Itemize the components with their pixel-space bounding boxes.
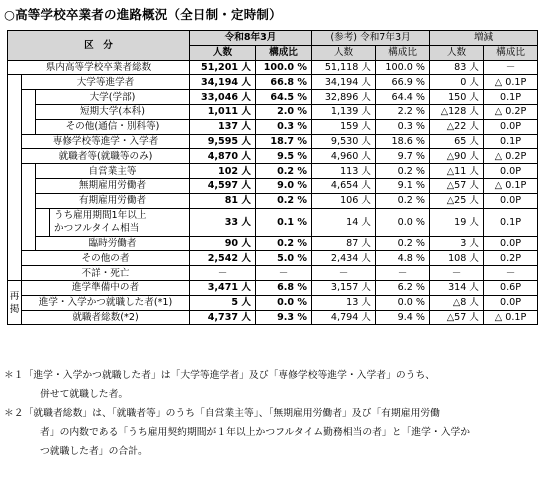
current-ratio: 0.3 % [256, 119, 312, 134]
indent-cell [8, 266, 22, 281]
current-count: － [190, 266, 256, 281]
indent-cell [8, 104, 22, 119]
row-label: 大学(学部) [36, 90, 190, 105]
graduate-status-table [7, 30, 538, 325]
previous-ratio: 4.8 % [376, 251, 430, 266]
table-row [8, 178, 538, 193]
row-label: 県内高等学校卒業者総数 [8, 60, 190, 75]
previous-ratio: 66.9 % [376, 75, 430, 90]
current-ratio: 9.0 % [256, 178, 312, 193]
previous-count: 4,794 人 [312, 310, 376, 325]
table-row [8, 280, 538, 295]
current-ratio: 100.0 % [256, 60, 312, 75]
change-count: 65 人 [430, 134, 484, 149]
indent-cell [22, 90, 36, 105]
current-count: 1,011 人 [190, 104, 256, 119]
current-count: 33,046 人 [190, 90, 256, 105]
page-title: ○高等学校卒業者の進路概況（全日制・定時制） [4, 7, 282, 22]
previous-count: 32,896 人 [312, 90, 376, 105]
row-label: 進学準備中の者 [22, 280, 190, 295]
table-row [8, 60, 538, 75]
change-count: 0 人 [430, 75, 484, 90]
recap-label [8, 280, 22, 324]
change-count: △57 人 [430, 178, 484, 193]
row-label: 就職者総数(*2) [22, 310, 190, 325]
indent-cell [8, 149, 22, 164]
table-row [8, 134, 538, 149]
previous-count: 9,530 人 [312, 134, 376, 149]
row-label: その他(通信・別科等) [36, 119, 190, 134]
change-count: △8 人 [430, 295, 484, 310]
current-ratio: 5.0 % [256, 251, 312, 266]
indent-cell [8, 193, 22, 208]
current-ratio: 0.2 % [256, 164, 312, 179]
current-ratio: 0.0 % [256, 295, 312, 310]
footnote-2-cont-1: 者」の内数である「うち雇用契約期間が１年以上かつフルタイム勤務相当の者」と「進学・入学か [40, 427, 471, 438]
indent-cell [8, 119, 22, 134]
row-label: 専修学校等進学・入学者 [22, 134, 190, 149]
current-count: 90 人 [190, 236, 256, 251]
previous-ratio: 64.4 % [376, 90, 430, 105]
previous-period-header: (参考) 令和7年3月 [312, 31, 430, 46]
indent-cell [22, 104, 36, 119]
table-row [8, 310, 538, 325]
previous-ratio: 9.1 % [376, 178, 430, 193]
current-count: 9,595 人 [190, 134, 256, 149]
indent-cell [22, 236, 36, 251]
current-count: 3,471 人 [190, 280, 256, 295]
change-ratio: △ 0.2P [484, 149, 538, 164]
row-label: 就職者等(就職等のみ) [22, 149, 190, 164]
row-label: 無期雇用労働者 [36, 178, 190, 193]
change-ratio: － [484, 266, 538, 281]
current-ratio: － [256, 266, 312, 281]
change-ratio: 0.0P [484, 295, 538, 310]
previous-ratio: 9.7 % [376, 149, 430, 164]
previous-people-header: 人数 [312, 45, 376, 60]
current-ratio: 9.5 % [256, 149, 312, 164]
indent-cell [8, 134, 22, 149]
footnote-1: ＊１「進学・入学かつ就職した者」は「大学等進学者」及び「専修学校等進学・入学者」のうち、 [4, 370, 436, 381]
change-ratio: 0.6P [484, 280, 538, 295]
previous-ratio: 100.0 % [376, 60, 430, 75]
row-label [50, 208, 190, 236]
table-row [8, 164, 538, 179]
change-people-header: 人数 [430, 45, 484, 60]
previous-ratio: 18.6 % [376, 134, 430, 149]
current-people-header: 人数 [190, 45, 256, 60]
previous-ratio: － [376, 266, 430, 281]
indent-cell [8, 236, 22, 251]
row-label: 短期大学(本科) [36, 104, 190, 119]
current-ratio: 6.8 % [256, 280, 312, 295]
indent-cell [22, 119, 36, 134]
previous-count: 159 人 [312, 119, 376, 134]
previous-ratio: 0.3 % [376, 119, 430, 134]
category-header: 区 分 [8, 31, 190, 61]
change-count: － [430, 266, 484, 281]
change-ratio: 0.2P [484, 251, 538, 266]
change-count: △128 人 [430, 104, 484, 119]
indent-cell [8, 75, 22, 90]
row-label: 自営業主等 [36, 164, 190, 179]
indent-cell [22, 164, 36, 179]
change-ratio: △ 0.1P [484, 75, 538, 90]
change-count: 314 人 [430, 280, 484, 295]
change-ratio: 0.0P [484, 236, 538, 251]
previous-count: 4,654 人 [312, 178, 376, 193]
previous-ratio: 0.2 % [376, 193, 430, 208]
current-count: 34,194 人 [190, 75, 256, 90]
previous-count: 3,157 人 [312, 280, 376, 295]
current-ratio: 64.5 % [256, 90, 312, 105]
change-count: △57 人 [430, 310, 484, 325]
change-count: 108 人 [430, 251, 484, 266]
change-ratio-header: 構成比 [484, 45, 538, 60]
indent-cell [22, 193, 36, 208]
change-ratio: 0.0P [484, 119, 538, 134]
previous-ratio: 2.2 % [376, 104, 430, 119]
table-row [8, 149, 538, 164]
previous-count: 34,194 人 [312, 75, 376, 90]
change-ratio: △ 0.1P [484, 178, 538, 193]
current-count: 4,870 人 [190, 149, 256, 164]
previous-count: 4,960 人 [312, 149, 376, 164]
indent-cell [8, 90, 22, 105]
change-count: △90 人 [430, 149, 484, 164]
row-label: 臨時労働者 [36, 236, 190, 251]
change-count: △25 人 [430, 193, 484, 208]
table-row [8, 119, 538, 134]
footnote-2: ＊２「就職者総数」は、「就職者等」のうち「自営業主等」、「無期雇用労働者」及び「有期雇用労働 [4, 408, 440, 419]
table-row [8, 208, 538, 236]
previous-count: 106 人 [312, 193, 376, 208]
indent-cell [36, 208, 50, 236]
row-label: 進学・入学かつ就職した者(*1) [22, 295, 190, 310]
current-count: 51,201 人 [190, 60, 256, 75]
change-count: △22 人 [430, 119, 484, 134]
table-row [8, 90, 538, 105]
row-label-line-1: うち雇用期間1年以上 [54, 210, 147, 222]
indent-cell [8, 164, 22, 179]
row-label-line-2: かつフルタイム相当 [54, 223, 140, 235]
current-ratio: 18.7 % [256, 134, 312, 149]
indent-cell [8, 178, 22, 193]
current-count: 4,597 人 [190, 178, 256, 193]
change-ratio: － [484, 60, 538, 75]
change-ratio: 0.0P [484, 164, 538, 179]
previous-count: 113 人 [312, 164, 376, 179]
indent-cell [8, 208, 22, 236]
current-ratio-header: 構成比 [256, 45, 312, 60]
change-count: 83 人 [430, 60, 484, 75]
current-period-header: 令和8年3月 [190, 31, 312, 46]
indent-cell [22, 178, 36, 193]
current-ratio: 0.2 % [256, 193, 312, 208]
previous-count: － [312, 266, 376, 281]
footnote-1-cont: 併せて就職した者。 [40, 389, 129, 400]
current-ratio: 66.8 % [256, 75, 312, 90]
change-count: 150 人 [430, 90, 484, 105]
current-count: 102 人 [190, 164, 256, 179]
table-row [8, 193, 538, 208]
change-count: △11 人 [430, 164, 484, 179]
current-count: 137 人 [190, 119, 256, 134]
previous-count: 13 人 [312, 295, 376, 310]
recap-label-text: 再掲 [9, 290, 20, 315]
table-row [8, 251, 538, 266]
change-ratio: △ 0.1P [484, 310, 538, 325]
change-ratio: △ 0.2P [484, 104, 538, 119]
change-count: 3 人 [430, 236, 484, 251]
row-label: 有期雇用労働者 [36, 193, 190, 208]
current-count: 5 人 [190, 295, 256, 310]
previous-count: 51,118 人 [312, 60, 376, 75]
row-label: 不詳・死亡 [22, 266, 190, 281]
current-count: 81 人 [190, 193, 256, 208]
indent-cell [22, 208, 36, 236]
previous-ratio: 9.4 % [376, 310, 430, 325]
table-row [8, 104, 538, 119]
previous-count: 14 人 [312, 208, 376, 236]
table-row [8, 75, 538, 90]
table-row [8, 295, 538, 310]
current-ratio: 9.3 % [256, 310, 312, 325]
change-ratio: 0.1P [484, 134, 538, 149]
current-count: 4,737 人 [190, 310, 256, 325]
change-count: 19 人 [430, 208, 484, 236]
previous-count: 2,434 人 [312, 251, 376, 266]
previous-count: 87 人 [312, 236, 376, 251]
previous-ratio: 0.0 % [376, 208, 430, 236]
table-row [8, 236, 538, 251]
change-ratio: 0.1P [484, 208, 538, 236]
previous-ratio-header: 構成比 [376, 45, 430, 60]
current-ratio: 2.0 % [256, 104, 312, 119]
row-label: その他の者 [22, 251, 190, 266]
indent-cell [8, 251, 22, 266]
row-label: 大学等進学者 [22, 75, 190, 90]
current-count: 2,542 人 [190, 251, 256, 266]
current-ratio: 0.1 % [256, 208, 312, 236]
change-ratio: 0.1P [484, 90, 538, 105]
change-ratio: 0.0P [484, 193, 538, 208]
header-row-1 [8, 31, 538, 46]
previous-ratio: 6.2 % [376, 280, 430, 295]
change-header: 増減 [430, 31, 538, 46]
current-ratio: 0.2 % [256, 236, 312, 251]
previous-count: 1,139 人 [312, 104, 376, 119]
previous-ratio: 0.2 % [376, 164, 430, 179]
previous-ratio: 0.0 % [376, 295, 430, 310]
previous-ratio: 0.2 % [376, 236, 430, 251]
current-count: 33 人 [190, 208, 256, 236]
table-row [8, 266, 538, 281]
footnotes [4, 366, 540, 461]
footnote-2-cont-2: つ就職した者」の合計。 [40, 446, 148, 457]
